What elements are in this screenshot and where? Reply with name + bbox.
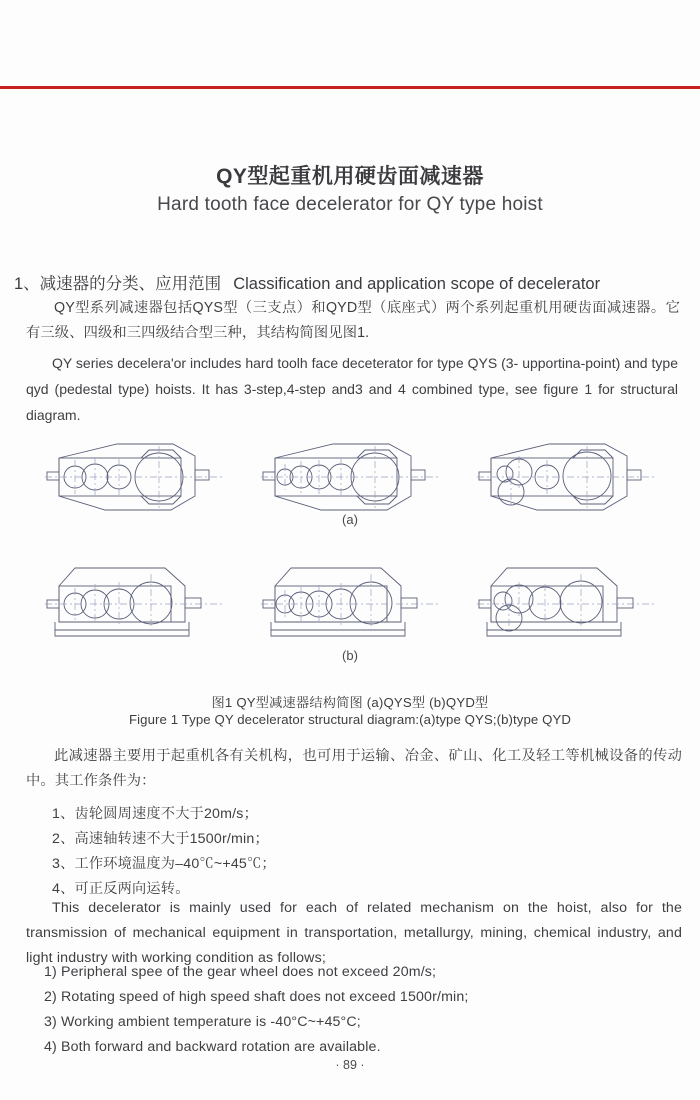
diagram-qys-3step (45, 438, 223, 520)
section-heading-english: Classification and application scope of decelerator (233, 275, 601, 293)
diagram-qys-combined (477, 438, 655, 520)
diagram-qys-4step (261, 438, 439, 520)
working-conditions-list-chinese (52, 802, 552, 902)
page-title-chinese: QY型起重机用硬齿面减速器 (216, 165, 484, 188)
page-title-english: Hard tooth face decelerator for QY type hoist (157, 194, 543, 215)
diagram-qyd-3step (45, 560, 223, 648)
list-item: 4) Both forward and backward rotation are available. (44, 1039, 381, 1055)
figure-row-label-b: (b) (342, 648, 358, 663)
list-item: 1) Peripheral spee of the gear wheel does not exceed 20m/s; (44, 964, 437, 980)
section-heading (14, 270, 690, 294)
list-item: 1、齿轮圆周速度不大于20m/s； (52, 806, 258, 822)
figure-caption-english: Figure 1 Type QY decelerator structural diagram:(a)type QYS;(b)type QYD (129, 712, 571, 727)
page-number: · 89 · (335, 1058, 365, 1072)
figure-row-a (0, 438, 700, 523)
list-item: 2、高速轴转速不大于1500r/min； (52, 831, 269, 847)
section-heading-chinese: 1、减速器的分类、应用范围 (14, 275, 222, 293)
application-paragraph-english: This decelerator is mainly used for each of related mechanism on the hoist, also for the transmission of mechanical equipment in transportation, metallurgy, mining, chemical industry, and light industry with working condition as follows; (26, 900, 682, 966)
diagram-qyd-4step (261, 560, 439, 648)
figure-row-b (0, 560, 700, 645)
intro-paragraph-english: QY series decelera'or includes hard toolh face deceterator for type QYS (3- upportina-point) and type qyd (pedestal type) hoists. It has 3-step,4-step and3 and 4 combined type, see figure 1 for structural diagram. (26, 355, 678, 423)
figure-row-label-a: (a) (342, 512, 358, 527)
list-item: 3、工作环境温度为–40℃~+45℃； (52, 856, 276, 872)
intro-paragraph-chinese: QY型系列减速器包括QYS型（三支点）和QYD型（底座式）两个系列起重机用硬齿面减速器。它有三级、四级和三四级结合型三种，其结构简图见图1. (26, 300, 680, 341)
list-item: 4、可正反两向运转。 (52, 881, 190, 897)
list-item: 2) Rotating speed of high speed shaft does not exceed 1500r/min; (44, 989, 469, 1005)
figure-1-diagrams (0, 432, 700, 682)
application-paragraph-chinese: 此减速器主要用于起重机各有关机构，也可用于运输、冶金、矿山、化工及轻工等机械设备的传动中。其工作条件为： (26, 748, 682, 789)
header-red-rule (0, 86, 700, 89)
working-conditions-list-english (44, 960, 644, 1060)
list-item: 3) Working ambient temperature is -40°C~+45°C; (44, 1014, 361, 1030)
figure-caption-chinese: 图1 QY型减速器结构简图 (a)QYS型 (b)QYD型 (211, 695, 489, 710)
diagram-qyd-combined (477, 560, 655, 648)
